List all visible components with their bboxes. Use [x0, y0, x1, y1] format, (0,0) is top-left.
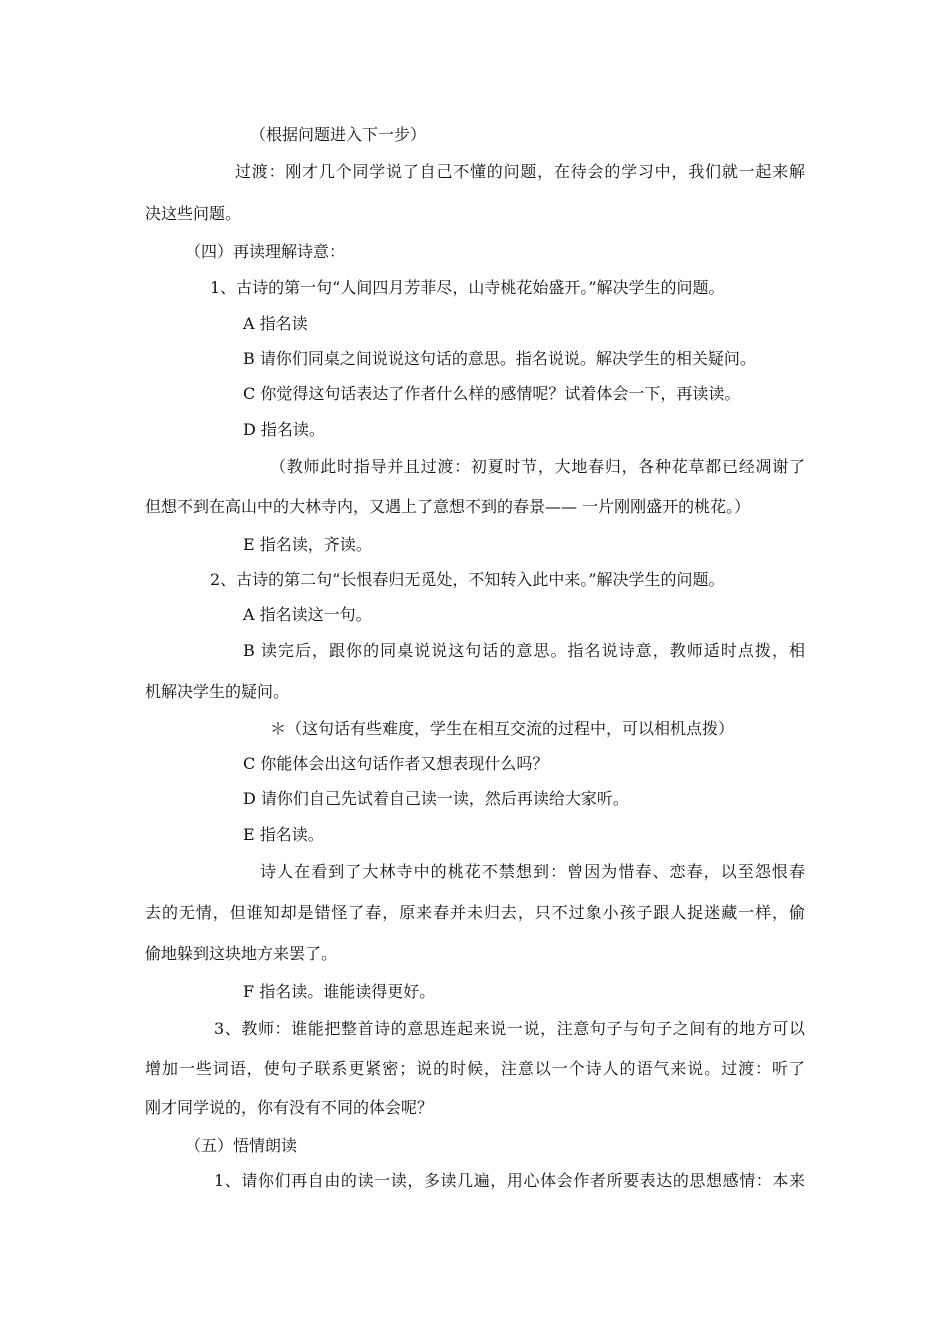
text-line: 诗人在看到了大林寺中的桃花不禁想到：曾因为惜春、恋春，以至怨恨春 [260, 862, 805, 881]
list-item: C 你觉得这句话表达了作者什么样的感情呢？试着体会一下，再读读。 [243, 384, 741, 403]
section-heading: （五）悟情朗读 [185, 1136, 298, 1155]
list-item: C 你能体会出这句话作者又想表现什么吗？ [243, 754, 549, 773]
text-line: 决这些问题。 [145, 204, 242, 223]
list-item: A 指名读这一句。 [243, 605, 372, 624]
text-line: 偷地躲到这块地方来罢了。 [145, 944, 338, 963]
list-item: A 指名读 [243, 314, 308, 333]
list-item: E 指名读，齐读。 [243, 535, 372, 554]
text-line: 1、请你们再自由的读一读，多读几遍，用心体会作者所要表达的思想感情：本来 [214, 1171, 805, 1190]
list-item: E 指名读。 [243, 825, 324, 844]
list-item: D 请你们自己先试着自己读一读，然后再读给大家听。 [243, 789, 629, 808]
text-line: 但想不到在高山中的大林寺内，又遇上了意想不到的春景—— 一片刚刚盛开的桃花。） [145, 497, 751, 516]
list-item: B 请你们同桌之间说说这句话的意思。指名说说。解决学生的相关疑问。 [243, 349, 756, 368]
text-line: （教师此时指导并且过渡：初夏时节，大地春归，各种花草都已经凋谢了 [270, 457, 805, 476]
text-line: 2、古诗的第二句“长恨春归无觅处，不知转入此中来。”解决学生的问题。 [210, 570, 725, 589]
list-item: D 指名读。 [243, 420, 325, 439]
text-line: 增加一些词语，使句子联系更紧密；说的时候，注意以一个诗人的语气来说。过渡：听了 [145, 1059, 805, 1078]
section-heading: （四）再读理解诗意： [185, 242, 346, 261]
list-item: B 读完后，跟你的同桌说说这句话的意思。指名说诗意，教师适时点拨，相 [243, 641, 805, 660]
text-line: （根据问题进入下一步） [250, 125, 427, 144]
text-line: 刚才同学说的，你有没有不同的体会呢？ [145, 1098, 434, 1117]
text-line: 过渡：刚才几个同学说了自己不懂的问题，在待会的学习中，我们就一起来解 [235, 162, 805, 181]
list-item: F 指名读。谁能读得更好。 [243, 982, 436, 1001]
text-line: 3、教师：谁能把整首诗的意思连起来说一说，注意句子与句子之间有的地方可以 [214, 1019, 805, 1038]
text-line: 1、古诗的第一句“人间四月芳菲尽，山寺桃花始盛开。”解决学生的问题。 [210, 278, 725, 297]
note-line: ＊（这句话有些难度，学生在相互交流的过程中，可以相机点拨） [270, 719, 735, 738]
text-line: 去的无情，但谁知却是错怪了春，原来春并未归去，只不过象小孩子跟人捉迷藏一样，偷 [145, 903, 805, 922]
text-line: 机解决学生的疑问。 [145, 682, 290, 701]
